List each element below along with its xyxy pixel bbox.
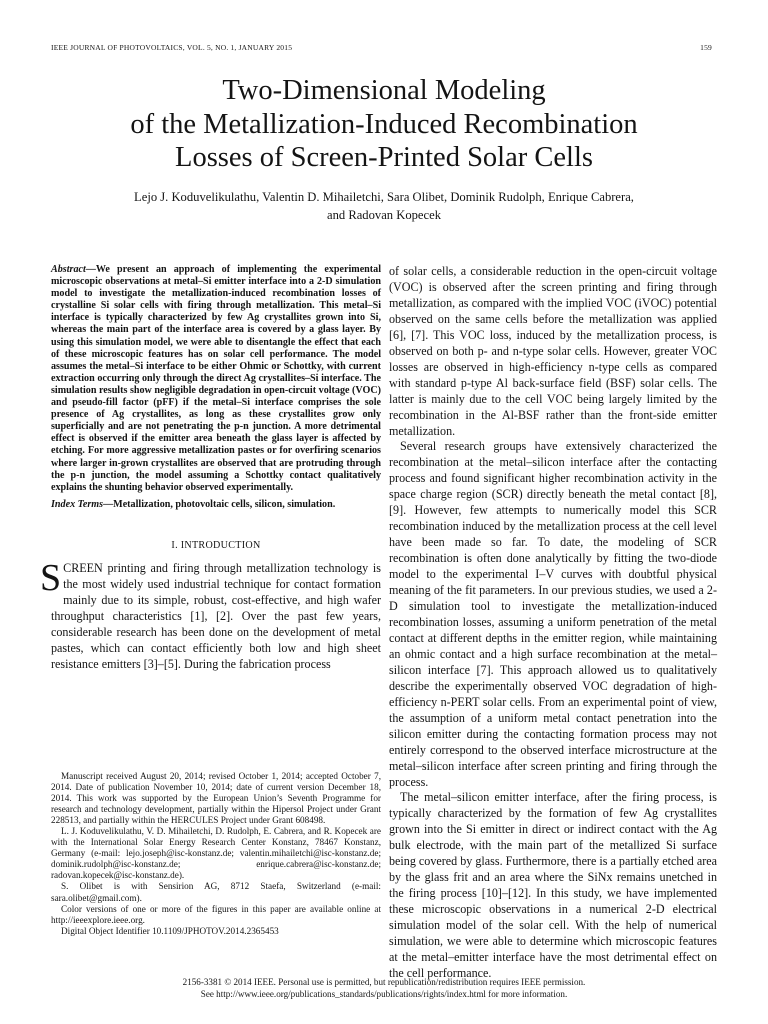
body-paragraph-1: of solar cells, a considerable reduction in the open-circuit voltage (VOC) is observed after the screen printing and firing through metallization, as compared with the implied VOC (iVOC) potential observed on the same cells before the metallization was applied [6], [7]. This VOC loss, induced by the metallization process, is observed on both p- and n-type solar cells. However, greater VOC losses are observed in high-efficiency n-type cells as compared with standard p-type Al back-surface field (BSF) solar cells. The latter is mainly due to the cell VOC being largely limited by the recombination in the Al-BSF rather than the front-side emitter metallization.	[389, 264, 717, 438]
index-terms	[51, 499, 381, 511]
abstract-lead: Abstract	[51, 264, 86, 275]
footnote-doi: Digital Object Identifier 10.1109/JPHOTOV.2014.2365453	[61, 925, 279, 936]
section-heading: I. INTRODUCTION	[171, 539, 261, 551]
body-paragraph-3: The metal–silicon emitter interface, after the firing process, is typically characterized by the formation of few Ag crystallites grown into the Si emitter in direct or indirect contact with the Ag bulk electrode, with the main part of the metallized Si surface being covered by glass. Furthermore, there is a partially etched area by the glass frit and an area where the SiNx remains unetched in the firing process [10]–[12]. In this study, we have implemented these microscopic observations in a numerical 2-D electrical simulation model of the solar cell. With the help of numerical simulation, we were able to determine which microscopic features at the metal–emitter interface have the most detrimental effect on the cell performance.	[389, 790, 717, 980]
title-line-1: Two-Dimensional Modeling	[222, 75, 546, 106]
footnotes	[51, 771, 381, 937]
intro-paragraph	[40, 556, 381, 673]
footer-line-2: See http://www.ieee.org/publications_standards/publications/rights/index.html for more information.	[200, 988, 568, 999]
title-line-2: of the Metallization-Induced Recombination	[130, 108, 638, 140]
running-header	[51, 43, 712, 55]
index-terms-lead: Index Terms	[51, 498, 104, 510]
journal-name: IEEE JOURNAL OF PHOTOVOLTAICS, VOL. 5, NO. 1, JANUARY 2015	[51, 43, 293, 52]
abstract-text: —We present an approach of implementing the experimental microscopic observations at metal–Si emitter interface into a 2-D simulation model to investigate the metallization-induced recombination losses of crystalline Si solar cells with firing through metallization. This metal–Si interface is typically characterized by few Ag crystallites grown into Si, whereas the main part of the interface area is covered by a glass layer. By using this simulation model, we were able to disentangle the effect that each of these microscopic features has on solar cell performance. The model assumes the metal–Si interface to be either Ohmic or Schottky, with current extraction occurring only through the direct Ag crystallites–Si interface. The simulation results show negligible degradation in open-circuit voltage (VOC) and pseudo-fill factor (pFF) if the metal–Si interface comprises the sole presence of Ag crystallites, as long as these crystallites grow only superficially and are not penetrating the p-n junction. A more detrimental effect is observed if the emitter area beneath the glass layer is affected by etching. For more aggressive metallization pastes or for overfiring scenarios where larger in-grown crystallites are observed that are protruding through the p-n junction, the model assuming a Schottky contact qualitatively explains the shunting behavior observed experimentally.	[51, 264, 381, 493]
title-line-3: Losses of Screen-Printed Solar Cells	[175, 142, 593, 173]
footnote-affiliation-1: L. J. Koduvelikulathu, V. D. Mihailetchi, D. Rudolph, E. Cabrera, and R. Kopecek are with the International Solar Energy Research Center Konstanz, 78467 Konstanz, Germany (e-mail: lejo.joseph@isc-konstanz.de; valentin.mihailetchi@isc-konstanz.de; dominik.rudolph@isc-konstanz.de; enrique.cabrera@isc-konstanz.de; radovan.kopecek@isc-konstanz.de).	[51, 826, 381, 881]
body-paragraph-2: Several research groups have extensively characterized the recombination at the metal–silicon interface after the contacting process and found significant higher recombination activity in the space charge region (SCR) directly beneath the metal contact [8], [9]. However, few attempts to numerically model this SCR recombination induced by the metallization process at the cell level have been made so far. To date, the modeling of SCR recombination is often done analytically by fitting the two-diode model to the experimental I–V curves with doubtful physical meaning of the fit parameters. In our previous studies, we used a 2-D simulation tool to investigate the metallization-induced recombination losses, assuming a uniform penetration of the metal contact at different depths in the emitter region, while maintaining an ohmic contact and a high surface recombination at the metal–silicon interface [7]. This approach allowed us to qualitatively describe the experimentally observed VOC degradation of high-efficiency n-PERT solar cells. From an experimental point of view, the assumption of a uniform metal contact penetration into the silicon emitter during the contacting formation process may not entirely correspond to the observed interface microstructure at the metal–silicon interface after screen printing and firing through the process.	[389, 439, 717, 789]
abstract	[51, 264, 381, 494]
paper-title	[0, 74, 768, 175]
footnote-manuscript: Manuscript received August 20, 2014; revised October 1, 2014; accepted October 7, 2014. Date of publication November 10, 2014; date of current version December 18, 2014. This work was supported by the European Union’s Seventh Programme for research and technology development, partially within the Hipersol Project under Grant 228513, and partially within the HERCULES Project under Grant 608498.	[51, 771, 381, 826]
page-number: 159	[700, 43, 712, 52]
copyright-footer	[0, 977, 768, 1000]
left-column	[40, 264, 381, 673]
authors-line-2: and Radovan Kopecek	[326, 208, 441, 222]
author-list	[70, 188, 698, 224]
intro-text: CREEN printing and firing through metallization technology is the most widely used industrial technique for contact formation mainly due to its simple, robust, cost-effective, and high wafer throughput characteristics [1], [2]. Over the past few years, considerable research has been done on the development of metal pastes, which can contact efficiently both low and high sheet resistance emitters [3]–[5]. During the fabrication process	[51, 560, 381, 671]
index-terms-text: —Metallization, photovoltaic cells, silicon, simulation.	[103, 498, 336, 510]
right-column	[389, 264, 717, 982]
drop-cap: S	[40, 556, 62, 599]
footnote-color: Color versions of one or more of the figures in this paper are available online at http://ieeexplore.ieee.org.	[51, 903, 381, 925]
authors-line-1: Lejo J. Koduvelikulathu, Valentin D. Mihailetchi, Sara Olibet, Dominik Rudolph, Enrique Cabrera,	[134, 190, 634, 204]
footer-line-1: 2156-3381 © 2014 IEEE. Personal use is permitted, but republication/redistribution requires IEEE permission.	[182, 977, 586, 987]
footnote-affiliation-2: S. Olibet is with Sensirion AG, 8712 Staefa, Switzerland (e-mail: sara.olibet@gmail.com).	[51, 881, 381, 903]
